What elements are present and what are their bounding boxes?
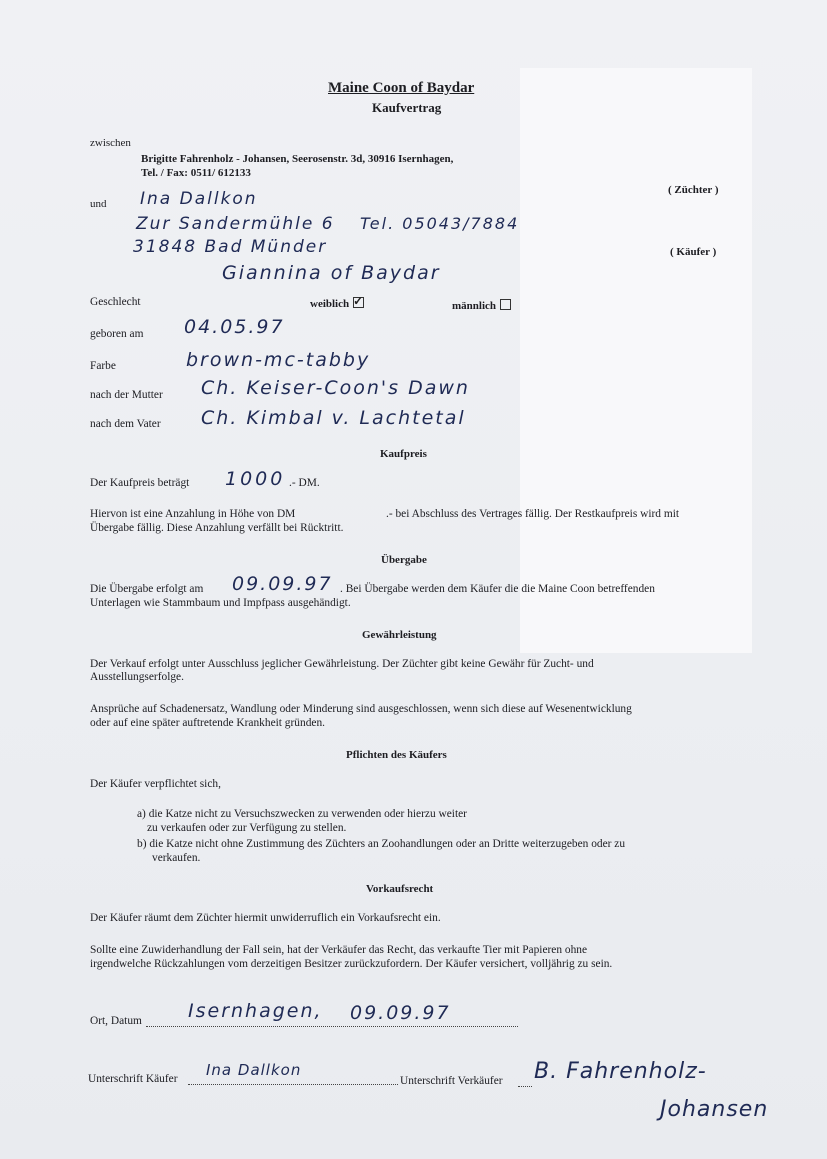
male-option xyxy=(452,299,511,312)
breeder-phone: Tel. / Fax: 0511/ 612133 xyxy=(141,167,251,179)
breeder-role: ( Züchter ) xyxy=(668,184,719,196)
seller-signature-line1: B. Fahrenholz- xyxy=(534,1059,707,1084)
paper-patch xyxy=(520,68,752,653)
date-value: 09.09.97 xyxy=(350,1002,451,1024)
deposit-text-b: .- bei Abschluss des Vertrages fällig. Der Restkaufpreis wird mit xyxy=(386,508,680,520)
document-subtitle: Kaufvertrag xyxy=(372,100,442,115)
warranty-p2-line2: oder auf eine später auftretende Krankheit gründen. xyxy=(90,717,325,729)
color-value: brown-mc-tabby xyxy=(186,349,371,371)
deposit-text-2: Übergabe fällig. Diese Anzahlung verfällt bei Rücktritt. xyxy=(90,522,344,534)
seller-signature-line xyxy=(518,1074,532,1087)
born-value: 04.05.97 xyxy=(184,316,285,338)
buyer-street: Zur Sandermühle 6 xyxy=(136,214,335,234)
document-title: Maine Coon of Baydar xyxy=(328,80,475,96)
duties-intro: Der Käufer verpflichtet sich, xyxy=(90,778,221,790)
buyer-role: ( Käufer ) xyxy=(670,246,717,258)
buyer-signature-label: Unterschrift Käufer xyxy=(88,1073,178,1085)
place-date-label: Ort, Datum xyxy=(90,1015,142,1027)
seller-signature-label: Unterschrift Verkäufer xyxy=(400,1075,503,1087)
color-label: Farbe xyxy=(90,360,116,372)
deposit-text-a: Hiervon ist eine Anzahlung in Höhe von DM xyxy=(90,508,296,520)
place-value: Isernhagen, xyxy=(188,1000,323,1022)
mother-value: Ch. Keiser-Coon's Dawn xyxy=(201,377,470,399)
duty-a-line1: a) die Katze nicht zu Versuchszwecken zu verwenden oder hierzu weiter xyxy=(137,808,467,820)
buyer-city: 31848 Bad Münder xyxy=(133,237,328,257)
and-label: und xyxy=(90,198,107,210)
father-label: nach dem Vater xyxy=(90,418,161,430)
male-label: männlich xyxy=(452,300,497,312)
handover-text: Die Übergabe erfolgt am xyxy=(90,583,204,595)
duty-b-line1: b) die Katze nicht ohne Zustimmung des Züchters an Zoohandlungen oder an Dritte weiterzugeben oder zu xyxy=(137,838,626,850)
sex-label: Geschlecht xyxy=(90,296,141,308)
handover-heading: Übergabe xyxy=(381,554,427,566)
preemption-p1: Der Käufer räumt dem Züchter hiermit unwiderruflich ein Vorkaufsrecht ein. xyxy=(90,912,441,924)
price-heading: Kaufpreis xyxy=(380,448,427,460)
cat-name: Giannina of Baydar xyxy=(222,262,441,284)
price-amount: 1000 xyxy=(225,468,286,490)
duty-b-line2: verkaufen. xyxy=(152,852,201,864)
handover-line-2: Unterlagen wie Stammbaum und Impfpass ausgehändigt. xyxy=(90,597,351,609)
male-checkbox xyxy=(500,299,511,310)
mother-label: nach der Mutter xyxy=(90,389,163,401)
breeder-address: Brigitte Fahrenholz - Johansen, Seerosenstr. 3d, 30916 Isernhagen, xyxy=(141,153,454,165)
duty-a-line2: zu verkaufen oder zur Verfügung zu stellen. xyxy=(147,822,347,834)
buyer-name: Ina Dallkon xyxy=(140,189,258,209)
warranty-p1-line1: Der Verkauf erfolgt unter Ausschluss jeglicher Gewährleistung. Der Züchter gibt keine Gewähr für Zucht- und xyxy=(90,658,594,670)
female-option xyxy=(310,294,364,310)
preemption-heading: Vorkaufsrecht xyxy=(366,883,434,895)
buyer-phone: Tel. 05043/7884 xyxy=(360,214,520,233)
born-label: geboren am xyxy=(90,328,144,340)
warranty-p2-line1: Ansprüche auf Schadenersatz, Wandlung oder Minderung sind ausgeschlossen, wenn sich diese auf Wesenentwicklung xyxy=(90,703,632,715)
price-currency: .- DM. xyxy=(289,477,320,489)
preemption-p2-line2: irgendwelche Rückzahlungen vom derzeitigen Besitzer zurückzufordern. Der Käufer versichert, volljährig zu sein. xyxy=(90,958,613,970)
warranty-p1-line2: Ausstellungserfolge. xyxy=(90,671,184,683)
between-label: zwischen xyxy=(90,137,131,149)
duties-heading: Pflichten des Käufers xyxy=(346,749,447,761)
buyer-signature: Ina Dallkon xyxy=(206,1061,302,1079)
handover-date: 09.09.97 xyxy=(232,573,333,595)
price-text: Der Kaufpreis beträgt xyxy=(90,477,190,489)
handover-text-after: . Bei Übergabe werden dem Käufer die die Maine Coon betreffenden xyxy=(340,583,655,595)
seller-signature-line2: Johansen xyxy=(660,1097,769,1122)
female-label: weiblich xyxy=(310,298,350,310)
preemption-p2-line1: Sollte eine Zuwiderhandlung der Fall sein, hat der Verkäufer das Recht, das verkaufte Tier mit Papieren ohne xyxy=(90,944,588,956)
female-checkbox xyxy=(353,294,364,308)
father-value: Ch. Kimbal v. Lachtetal xyxy=(201,407,466,429)
warranty-heading: Gewährleistung xyxy=(362,629,437,641)
female-check-mark: ✓ xyxy=(353,294,364,308)
